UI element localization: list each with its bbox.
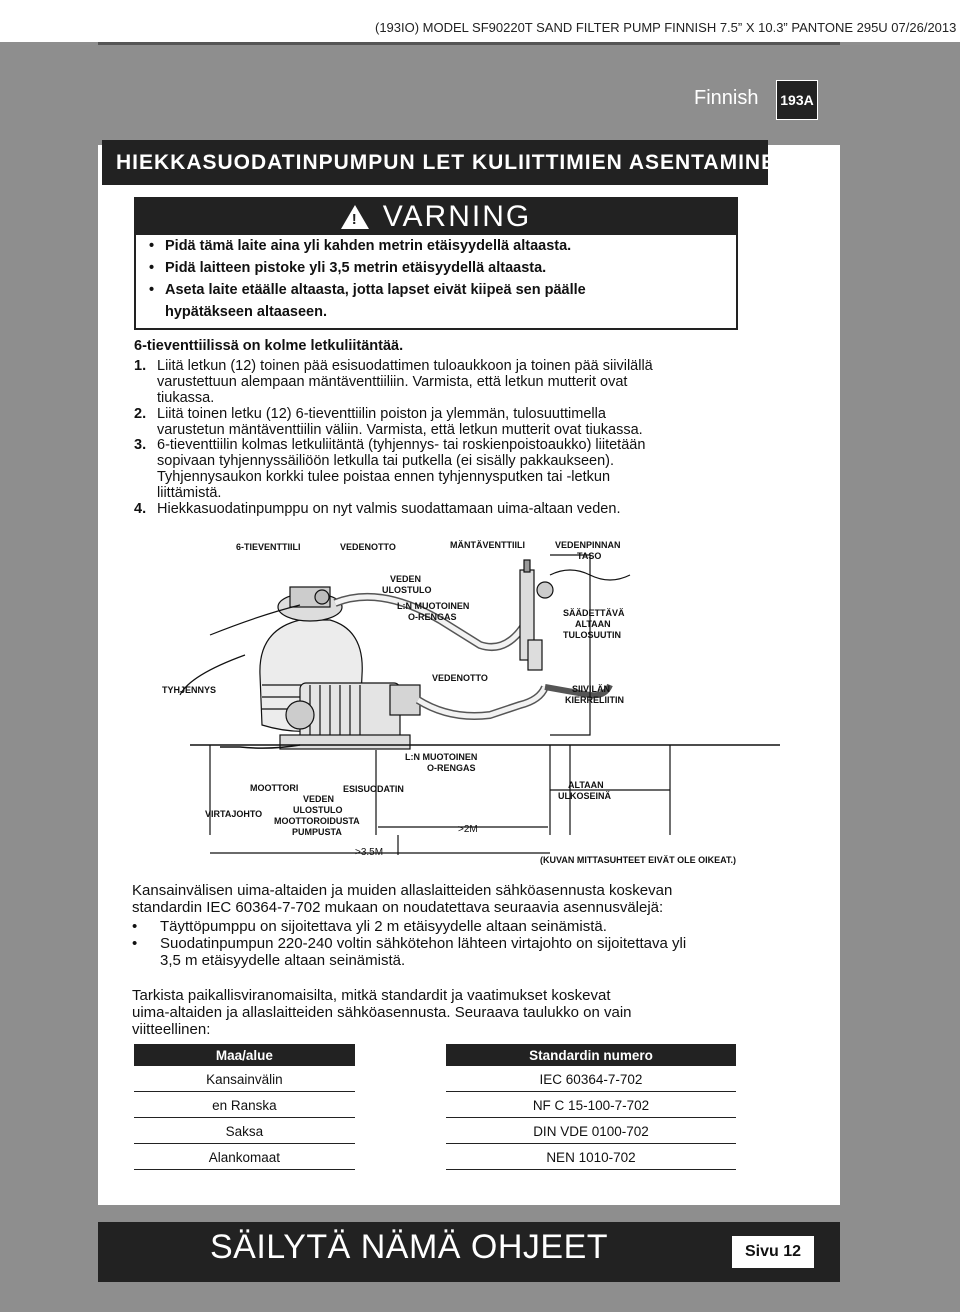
language-code-badge: 193A xyxy=(776,80,818,120)
label-plunger-valve: MÄNTÄVENTTIILI xyxy=(450,540,525,550)
pump-base xyxy=(280,735,410,749)
warning-item: • Aseta laite etäälle altaasta, jotta lapset eivät kiipeä sen päälle xyxy=(149,282,586,298)
label-drain: TYHJENNYS xyxy=(162,685,217,695)
label-oring-lower: L:N MUOTOINEN xyxy=(405,752,478,762)
label-adjustable-inlet: SÄÄDETTÄVÄ xyxy=(563,608,625,618)
label-distance-3-5m: >3.5M xyxy=(355,847,384,858)
label-motor-outlet: ULOSTULO xyxy=(293,805,343,815)
bullet-item: • Suodatinpumpun 220-240 voltin sähkötehon lähteen virtajohto on sijoitettava yli xyxy=(132,935,687,952)
table-row: Alankomaat NEN 1010-702 xyxy=(134,1146,736,1170)
label-water-outlet: ULOSTULO xyxy=(382,585,432,595)
label-pool-wall: ALTAAN xyxy=(568,780,604,790)
label-six-way-valve: 6-TIEVENTTIILI xyxy=(236,542,301,552)
warning-title: VARNING xyxy=(382,200,532,233)
instructions-heading: 6-tieventtiilissä on kolme letkuliitäntää. xyxy=(134,338,404,354)
column-header-standard: Standardin numero xyxy=(446,1044,736,1066)
warning-heading xyxy=(136,199,736,235)
label-water-level: VEDENPINNAN xyxy=(555,540,621,550)
warning-item-continued: hypätäkseen altaaseen. xyxy=(165,304,328,320)
left-margin-band xyxy=(0,42,98,1312)
label-oring: L:N MUOTOINEN xyxy=(397,601,470,611)
bullet-list: • Täyttöpumppu on sijoitettava yli 2 m etäisyydelle altaan seinämistä. • Suodatinpumpun 220-240 voltin sähkötehon lähteen virtajohto on sijoitettava yli 3,5 m etäisyydelle altaan seinämistä. xyxy=(132,918,687,969)
print-info-header: (193IO) MODEL SF90220T SAND FILTER PUMP FINNISH 7.5” X 10.3” PANTONE 295U 07/26/2013 xyxy=(375,20,957,35)
label-motor-outlet: VEDEN xyxy=(303,794,335,804)
right-margin-band xyxy=(840,42,960,1312)
table-row: Kansainvälin IEC 60364-7-702 xyxy=(134,1068,736,1092)
bullet-item: • Täyttöpumppu on sijoitettava yli 2 m etäisyydelle altaan seinämistä. xyxy=(132,918,607,935)
label-prefilter: ESISUODATIN xyxy=(343,784,404,794)
label-pool-wall: ULKOSEINÄ xyxy=(558,791,612,801)
pool-wall xyxy=(550,555,590,735)
label-adjustable-inlet: TULOSUUTIN xyxy=(563,630,621,640)
label-strainer: SIIVILÄN xyxy=(572,684,611,694)
label-power-cord: VIRTAJOHTO xyxy=(205,809,263,819)
label-water-inlet-lower: VEDENOTTO xyxy=(432,673,488,683)
label-water-outlet: VEDEN xyxy=(390,574,422,584)
label-oring-lower: O-RENGAS xyxy=(427,763,476,773)
plunger-valve-lower xyxy=(528,640,542,670)
installation-diagram xyxy=(150,535,790,875)
paragraph-standard: Kansainvälisen uima-altaiden ja muiden allaslaitteiden sähköasennusta koskevan standardin IEC 60364-7-702 mukaan on noudatettava seuraavia asennusvälejä: xyxy=(132,882,673,916)
label-adjustable-inlet: ALTAAN xyxy=(575,619,611,629)
page-title: HIEKKASUODATINPUMPUN LET KULIITTIMIEN ASENTAMINEN xyxy=(102,140,768,185)
page-number: Sivu 12 xyxy=(732,1236,814,1268)
warning-item: • Pidä laitteen pistoke yli 3,5 metrin etäisyydellä altaasta. xyxy=(149,260,547,276)
label-water-inlet: VEDENOTTO xyxy=(340,542,396,552)
label-motor-outlet: PUMPUSTA xyxy=(292,827,342,837)
label-water-level: TASO xyxy=(577,551,602,561)
table-row: Saksa DIN VDE 0100-702 xyxy=(134,1120,736,1144)
language-label: Finnish xyxy=(694,87,759,109)
warning-item: • Pidä tämä laite aina yli kahden metrin etäisyydellä altaasta. xyxy=(149,238,572,254)
label-strainer: KIERRELIITIN xyxy=(565,695,625,705)
paragraph-check-local: Tarkista paikallisviranomaisilta, mitkä standardit ja vaatimukset koskevat uima-altaiden ja allaslaitteiden sähköasennusta. Seuraava taulukko on vain viitteellinen: xyxy=(132,987,632,1038)
label-motor: MOOTTORI xyxy=(250,783,299,793)
warning-triangle-icon: ! xyxy=(341,205,369,229)
scale-note: (KUVAN MITTASUHTEET EIVÄT OLE OIKEAT.) xyxy=(540,855,736,865)
save-instructions-text: SÄILYTÄ NÄMÄ OHJEET xyxy=(210,1228,609,1266)
label-motor-outlet: MOOTTOROIDUSTA xyxy=(274,816,360,826)
standards-table xyxy=(132,1042,738,1166)
label-distance-2m: >2M xyxy=(458,824,478,835)
label-oring: O-RENGAS xyxy=(408,612,457,622)
column-header-country: Maa/alue xyxy=(134,1044,355,1066)
table-row: en Ranska NF C 15-100-7-702 xyxy=(134,1094,736,1118)
